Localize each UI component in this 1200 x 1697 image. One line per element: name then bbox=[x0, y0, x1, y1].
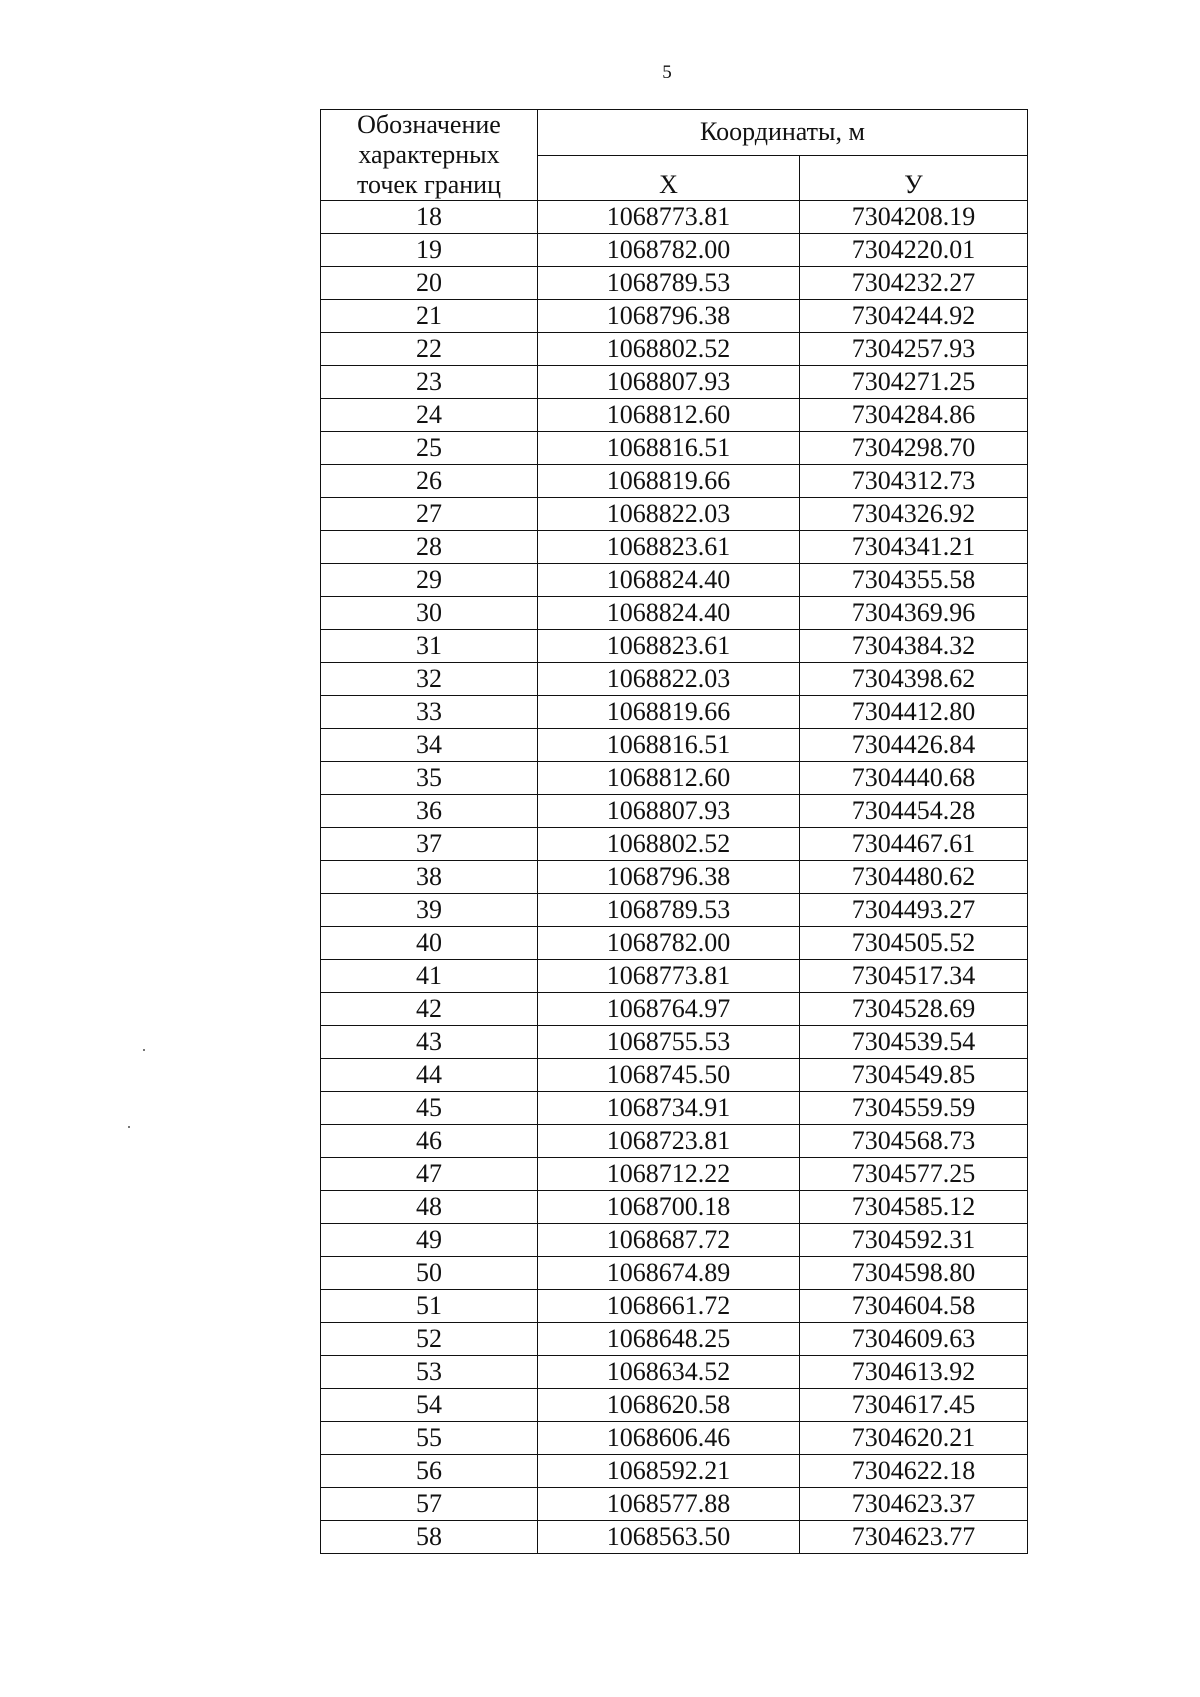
cell-x: 1068796.38 bbox=[538, 861, 800, 894]
cell-point: 28 bbox=[321, 531, 538, 564]
cell-x: 1068812.60 bbox=[538, 399, 800, 432]
cell-x: 1068712.22 bbox=[538, 1158, 800, 1191]
cell-x: 1068789.53 bbox=[538, 894, 800, 927]
table-row bbox=[321, 1290, 1028, 1323]
cell-point: 41 bbox=[321, 960, 538, 993]
cell-point: 37 bbox=[321, 828, 538, 861]
table-row bbox=[321, 894, 1028, 927]
cell-x: 1068592.21 bbox=[538, 1455, 800, 1488]
cell-y: 7304454.28 bbox=[800, 795, 1028, 828]
table-row bbox=[321, 1224, 1028, 1257]
cell-y: 7304480.62 bbox=[800, 861, 1028, 894]
cell-y: 7304592.31 bbox=[800, 1224, 1028, 1257]
header-point-line-3: точек границ bbox=[356, 170, 502, 199]
cell-y: 7304398.62 bbox=[800, 663, 1028, 696]
cell-point: 19 bbox=[321, 234, 538, 267]
cell-point: 22 bbox=[321, 333, 538, 366]
cell-x: 1068819.66 bbox=[538, 696, 800, 729]
table-row bbox=[321, 630, 1028, 663]
cell-y: 7304577.25 bbox=[800, 1158, 1028, 1191]
cell-x: 1068822.03 bbox=[538, 498, 800, 531]
cell-point: 23 bbox=[321, 366, 538, 399]
cell-point: 48 bbox=[321, 1191, 538, 1224]
cell-x: 1068620.58 bbox=[538, 1389, 800, 1422]
cell-x: 1068819.66 bbox=[538, 465, 800, 498]
cell-y: 7304426.84 bbox=[800, 729, 1028, 762]
cell-point: 32 bbox=[321, 663, 538, 696]
cell-point: 27 bbox=[321, 498, 538, 531]
cell-point: 50 bbox=[321, 1257, 538, 1290]
cell-x: 1068745.50 bbox=[538, 1059, 800, 1092]
cell-x: 1068823.61 bbox=[538, 531, 800, 564]
table-row bbox=[321, 1158, 1028, 1191]
cell-x: 1068802.52 bbox=[538, 333, 800, 366]
cell-x: 1068822.03 bbox=[538, 663, 800, 696]
cell-point: 52 bbox=[321, 1323, 538, 1356]
cell-y: 7304244.92 bbox=[800, 300, 1028, 333]
table-row bbox=[321, 993, 1028, 1026]
cell-point: 39 bbox=[321, 894, 538, 927]
cell-y: 7304284.86 bbox=[800, 399, 1028, 432]
cell-y: 7304298.70 bbox=[800, 432, 1028, 465]
cell-point: 26 bbox=[321, 465, 538, 498]
table-row bbox=[321, 1521, 1028, 1554]
cell-x: 1068773.81 bbox=[538, 960, 800, 993]
table-row bbox=[321, 960, 1028, 993]
cell-y: 7304585.12 bbox=[800, 1191, 1028, 1224]
cell-point: 40 bbox=[321, 927, 538, 960]
table-row bbox=[321, 465, 1028, 498]
cell-y: 7304623.77 bbox=[800, 1521, 1028, 1554]
header-y: У bbox=[800, 155, 1028, 201]
cell-point: 54 bbox=[321, 1389, 538, 1422]
cell-y: 7304326.92 bbox=[800, 498, 1028, 531]
table-row bbox=[321, 366, 1028, 399]
header-point-line-1: Обозначение bbox=[357, 110, 501, 139]
cell-y: 7304312.73 bbox=[800, 465, 1028, 498]
cell-x: 1068824.40 bbox=[538, 564, 800, 597]
cell-point: 47 bbox=[321, 1158, 538, 1191]
cell-point: 21 bbox=[321, 300, 538, 333]
table-row bbox=[321, 234, 1028, 267]
cell-x: 1068823.61 bbox=[538, 630, 800, 663]
cell-point: 29 bbox=[321, 564, 538, 597]
cell-point: 38 bbox=[321, 861, 538, 894]
cell-point: 24 bbox=[321, 399, 538, 432]
cell-x: 1068773.81 bbox=[538, 201, 800, 234]
cell-y: 7304257.93 bbox=[800, 333, 1028, 366]
cell-y: 7304271.25 bbox=[800, 366, 1028, 399]
cell-x: 1068755.53 bbox=[538, 1026, 800, 1059]
cell-y: 7304232.27 bbox=[800, 267, 1028, 300]
coordinates-table bbox=[320, 109, 1028, 1554]
table-row bbox=[321, 795, 1028, 828]
cell-point: 56 bbox=[321, 1455, 538, 1488]
cell-y: 7304467.61 bbox=[800, 828, 1028, 861]
table-row bbox=[321, 432, 1028, 465]
cell-y: 7304517.34 bbox=[800, 960, 1028, 993]
cell-point: 58 bbox=[321, 1521, 538, 1554]
cell-x: 1068796.38 bbox=[538, 300, 800, 333]
header-point-line-2: характерных bbox=[358, 140, 500, 169]
cell-y: 7304609.63 bbox=[800, 1323, 1028, 1356]
table-row bbox=[321, 828, 1028, 861]
cell-point: 34 bbox=[321, 729, 538, 762]
cell-x: 1068789.53 bbox=[538, 267, 800, 300]
cell-x: 1068782.00 bbox=[538, 234, 800, 267]
table-row bbox=[321, 300, 1028, 333]
cell-point: 57 bbox=[321, 1488, 538, 1521]
table-row bbox=[321, 1191, 1028, 1224]
cell-point: 45 bbox=[321, 1092, 538, 1125]
cell-y: 7304620.21 bbox=[800, 1422, 1028, 1455]
cell-point: 20 bbox=[321, 267, 538, 300]
cell-y: 7304559.59 bbox=[800, 1092, 1028, 1125]
table-row bbox=[321, 498, 1028, 531]
cell-y: 7304617.45 bbox=[800, 1389, 1028, 1422]
cell-x: 1068782.00 bbox=[538, 927, 800, 960]
cell-y: 7304623.37 bbox=[800, 1488, 1028, 1521]
table-row bbox=[321, 1257, 1028, 1290]
cell-y: 7304493.27 bbox=[800, 894, 1028, 927]
cell-point: 18 bbox=[321, 201, 538, 234]
table-row bbox=[321, 399, 1028, 432]
cell-y: 7304208.19 bbox=[800, 201, 1028, 234]
cell-x: 1068661.72 bbox=[538, 1290, 800, 1323]
table-row bbox=[321, 1125, 1028, 1158]
header-point-designation bbox=[321, 110, 538, 201]
cell-x: 1068723.81 bbox=[538, 1125, 800, 1158]
table-row bbox=[321, 1422, 1028, 1455]
cell-x: 1068700.18 bbox=[538, 1191, 800, 1224]
header-x: Х bbox=[538, 155, 800, 201]
cell-y: 7304549.85 bbox=[800, 1059, 1028, 1092]
cell-x: 1068802.52 bbox=[538, 828, 800, 861]
table-row bbox=[321, 1092, 1028, 1125]
table-row bbox=[321, 267, 1028, 300]
cell-x: 1068764.97 bbox=[538, 993, 800, 1026]
cell-y: 7304440.68 bbox=[800, 762, 1028, 795]
cell-x: 1068634.52 bbox=[538, 1356, 800, 1389]
cell-y: 7304539.54 bbox=[800, 1026, 1028, 1059]
cell-point: 33 bbox=[321, 696, 538, 729]
cell-y: 7304598.80 bbox=[800, 1257, 1028, 1290]
cell-y: 7304505.52 bbox=[800, 927, 1028, 960]
cell-point: 55 bbox=[321, 1422, 538, 1455]
cell-point: 49 bbox=[321, 1224, 538, 1257]
cell-x: 1068687.72 bbox=[538, 1224, 800, 1257]
cell-point: 35 bbox=[321, 762, 538, 795]
table-row bbox=[321, 1455, 1028, 1488]
cell-y: 7304384.32 bbox=[800, 630, 1028, 663]
cell-x: 1068606.46 bbox=[538, 1422, 800, 1455]
table-row bbox=[321, 531, 1028, 564]
cell-x: 1068824.40 bbox=[538, 597, 800, 630]
cell-x: 1068807.93 bbox=[538, 795, 800, 828]
table-row bbox=[321, 1488, 1028, 1521]
cell-y: 7304412.80 bbox=[800, 696, 1028, 729]
table-row bbox=[321, 201, 1028, 234]
cell-point: 51 bbox=[321, 1290, 538, 1323]
cell-point: 46 bbox=[321, 1125, 538, 1158]
cell-x: 1068807.93 bbox=[538, 366, 800, 399]
table-body bbox=[321, 201, 1028, 1554]
header-coordinates: Координаты, м bbox=[538, 110, 1028, 156]
table-row bbox=[321, 1356, 1028, 1389]
table-row bbox=[321, 1389, 1028, 1422]
cell-point: 31 bbox=[321, 630, 538, 663]
table-row bbox=[321, 927, 1028, 960]
cell-x: 1068816.51 bbox=[538, 729, 800, 762]
table-row bbox=[321, 663, 1028, 696]
table-row bbox=[321, 1026, 1028, 1059]
table-row bbox=[321, 762, 1028, 795]
cell-point: 42 bbox=[321, 993, 538, 1026]
table-row bbox=[321, 696, 1028, 729]
cell-x: 1068674.89 bbox=[538, 1257, 800, 1290]
cell-point: 36 bbox=[321, 795, 538, 828]
cell-point: 44 bbox=[321, 1059, 538, 1092]
cell-y: 7304341.21 bbox=[800, 531, 1028, 564]
cell-y: 7304613.92 bbox=[800, 1356, 1028, 1389]
cell-point: 53 bbox=[321, 1356, 538, 1389]
cell-x: 1068734.91 bbox=[538, 1092, 800, 1125]
cell-y: 7304622.18 bbox=[800, 1455, 1028, 1488]
cell-x: 1068577.88 bbox=[538, 1488, 800, 1521]
cell-y: 7304568.73 bbox=[800, 1125, 1028, 1158]
cell-x: 1068563.50 bbox=[538, 1521, 800, 1554]
cell-y: 7304604.58 bbox=[800, 1290, 1028, 1323]
table-row bbox=[321, 597, 1028, 630]
table-row bbox=[321, 564, 1028, 597]
table-row bbox=[321, 1059, 1028, 1092]
cell-y: 7304220.01 bbox=[800, 234, 1028, 267]
scan-speck bbox=[143, 1049, 145, 1051]
table-row bbox=[321, 861, 1028, 894]
table-row bbox=[321, 1323, 1028, 1356]
cell-y: 7304528.69 bbox=[800, 993, 1028, 1026]
cell-x: 1068816.51 bbox=[538, 432, 800, 465]
scan-speck bbox=[128, 1126, 130, 1128]
cell-point: 25 bbox=[321, 432, 538, 465]
cell-point: 30 bbox=[321, 597, 538, 630]
table-row bbox=[321, 333, 1028, 366]
cell-y: 7304355.58 bbox=[800, 564, 1028, 597]
cell-x: 1068812.60 bbox=[538, 762, 800, 795]
cell-y: 7304369.96 bbox=[800, 597, 1028, 630]
table-row bbox=[321, 729, 1028, 762]
cell-point: 43 bbox=[321, 1026, 538, 1059]
cell-x: 1068648.25 bbox=[538, 1323, 800, 1356]
page-number: 5 bbox=[662, 62, 672, 83]
